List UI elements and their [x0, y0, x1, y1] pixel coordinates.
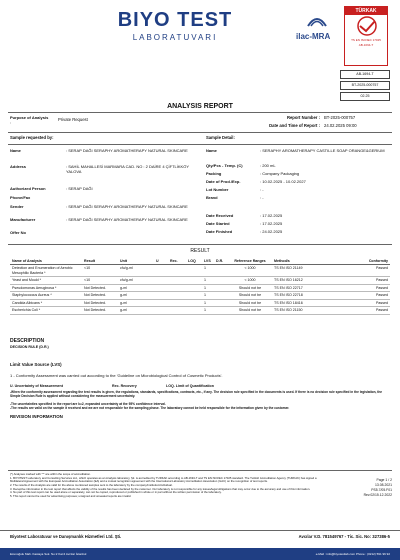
sample-detail-label: Sample Detail:	[206, 135, 235, 140]
note-decision: -When the conformity assessment regarding the test results is given, the regulations, standards, specifications, contracts, etc., if any. The decision rule specified in the documents is used. If there is no decision rule specified in the legislation, the Simple Decision Rule is applied without considering the measurement uncertainty.	[10, 390, 383, 398]
table-cell	[214, 277, 228, 284]
table-cell	[168, 277, 186, 284]
table-cell: Should not be	[228, 299, 272, 306]
footnote-1: 1. BIYOTEST Laboratory and Consulting Services Ltd., which operates as an Analysis laboratory, Şti. is accredited by TURKAK according to AB-1694-T and TS EN ISO/IEC 17025 standard. The Turkish Accreditation Agency (TURKAK) has signed a Multilateral Agreement with the European Accreditation Association (EA) and a mutual recognition agreement with the International Laboratory Accreditation Association (ILAC) on the recognition of test reports.	[10, 475, 317, 484]
month-code-box: 02.25	[340, 92, 390, 101]
info-row-prod-exp: Date of Prod./Exp. : 10.02.2025 - 10.02.2027	[206, 179, 306, 184]
table-cell: Passed	[332, 307, 390, 314]
table-cell: TS EN ISO 21150	[272, 307, 332, 314]
table-cell: Escherichia Coli *	[10, 307, 82, 314]
turkak-mark-icon	[345, 15, 389, 37]
table-row	[10, 265, 390, 277]
abbr-loq: LOQ. Limit of Quantification	[166, 384, 214, 388]
table-cell: g-ml	[118, 292, 154, 299]
table-cell	[154, 277, 168, 284]
table-cell	[186, 284, 202, 291]
table-cell: Passed	[332, 265, 390, 277]
address-bar	[0, 548, 400, 560]
info-row-packing: Packing : Company Packaging	[206, 171, 300, 176]
table-cell	[154, 265, 168, 277]
note-uncertainty: -The uncertainties specified in the report are k=2, expanded uncertainty at the 95% confidence interval.	[10, 402, 166, 406]
form-date: 13.08.2021	[375, 483, 392, 488]
table-cell: TS EN ISO 21149	[272, 265, 332, 277]
info-row-name: Name : SERAP DAĞI SERAPHY AROMATHERAPY NATURAL SKINCARE	[10, 148, 188, 153]
table-cell	[168, 265, 186, 277]
abbr-rec: Rec. Recovery	[112, 384, 137, 388]
divider	[8, 144, 392, 145]
purpose-label: Purpose of Analysis	[10, 115, 49, 120]
info-row-finished: Date Finished : 24.02.2025	[206, 229, 283, 234]
table-cell: Should not be	[228, 284, 272, 291]
col-unit: Unit	[118, 258, 154, 265]
table-cell: cfu/g-ml	[118, 277, 154, 284]
turkak-name: TÜRKAK	[345, 7, 387, 15]
col-method: Method/s	[272, 258, 332, 265]
info-row-manufacturer: Manufacturer : SERAP DAĞI SERAPHY AROMATHERAPY NATURAL SKINCARE	[10, 217, 188, 222]
page-info	[348, 478, 392, 498]
table-cell: <10	[82, 277, 118, 284]
table-cell	[154, 292, 168, 299]
info-row-offer: Offer No	[10, 230, 26, 235]
col-u: U	[154, 258, 168, 265]
revision-heading: REVISION INFORMATION	[10, 414, 63, 419]
page-indicator: Page 1 / 2	[376, 478, 392, 482]
table-cell	[154, 307, 168, 314]
table-cell: cfu/g-ml	[118, 265, 154, 277]
table-cell: TS EN ISO 22718	[272, 292, 332, 299]
footnote-4: 4. No part of this test report can be used alone or separately, can not be copied, reproduced or published in whole or in part without the written permission of the laboratory.	[10, 490, 222, 495]
table-cell	[168, 292, 186, 299]
table-cell	[168, 299, 186, 306]
report-date-label: Date and Time of Report :	[269, 123, 320, 128]
table-cell: TS EN ISO 18416	[272, 299, 332, 306]
col-lvs: LVS	[202, 258, 214, 265]
footnote-scope: (*) Analyses marked with "*" are within the scope of accreditation.	[10, 472, 91, 476]
table-cell	[154, 299, 168, 306]
report-title: ANALYSIS REPORT	[167, 103, 233, 110]
logo-subtitle: LABORATUVARI	[132, 33, 218, 42]
table-cell: Passed	[332, 292, 390, 299]
divider	[8, 244, 392, 245]
description-heading: DESCRIPTION	[10, 338, 45, 344]
company-tax: Avcılar V.D. 781549767 - Tic. Sic. No: 327386-5	[298, 534, 390, 539]
result-table-wrap	[10, 258, 390, 315]
sample-info	[206, 148, 392, 237]
divider	[8, 470, 392, 471]
table-cell: Passed	[332, 284, 390, 291]
result-header-row	[10, 258, 390, 265]
table-row	[10, 307, 390, 314]
table-row	[10, 299, 390, 306]
table-cell: Should not be	[228, 307, 272, 314]
company-name: Biyotest Laboratuvar ve Danışmanlık Hizmetleri Ltd. Şti.	[10, 534, 122, 539]
lvs-heading: Limit Value Source (LVS)	[10, 362, 62, 367]
table-cell: <10	[82, 265, 118, 277]
table-cell: 1	[202, 299, 214, 306]
table-cell	[214, 307, 228, 314]
logo-text: BIYO TEST	[117, 9, 233, 31]
result-heading: RESULT	[190, 248, 210, 254]
turkak-standard: TS EN ISO/IEC 17025	[351, 38, 381, 43]
report-code-box: BT-2025-000757	[340, 81, 390, 90]
turkak-code: AB-1694-T	[358, 43, 374, 47]
table-cell	[214, 265, 228, 277]
table-cell	[168, 284, 186, 291]
footnote-2: 2. The results of the Analysis are valid for the above mentioned samples sent to the laboratory by the company/institution/individual.	[10, 482, 173, 487]
table-cell: Detection and Enumeration of Aerobic Mesophilic Bacteria *	[10, 265, 82, 277]
col-name: Name of Analysis	[10, 258, 82, 265]
table-cell: 1	[202, 307, 214, 314]
divider	[8, 112, 392, 113]
info-row-brand: Brand : -	[206, 195, 264, 200]
table-cell: Not Detected.	[82, 299, 118, 306]
result-table	[10, 258, 390, 315]
col-rec: Rec.	[168, 258, 186, 265]
table-cell: Passed	[332, 277, 390, 284]
table-cell: g-ml	[118, 307, 154, 314]
form-rev: Rev.02/15.12.2022	[363, 493, 392, 498]
table-cell: TS EN ISO 16212	[272, 277, 332, 284]
table-cell: g-ml	[118, 299, 154, 306]
info-row-lot: Lot Number : -	[206, 187, 264, 192]
info-row-sample-name: Name : SERAPHY AROMATHERAPY CASTILLE SOAP ORANGE&GERIUM	[206, 148, 385, 153]
info-row-received: Date Received : 17.02.2025	[206, 213, 283, 218]
table-cell	[214, 292, 228, 299]
report-date-value: 24.02.2025 09:00	[324, 123, 357, 128]
report-number-label: Report Number :	[286, 115, 320, 120]
company-address: Ezenoğulu Mah. Kastaya Sok. No:2 Kat:4 Avcılar İstanbul	[10, 552, 87, 556]
ilac-mra-logo	[296, 12, 340, 50]
purpose-value: Private Request	[58, 117, 88, 122]
table-cell: Yeast and Mould *	[10, 277, 82, 284]
table-row	[10, 292, 390, 299]
table-cell	[154, 284, 168, 291]
table-cell	[214, 299, 228, 306]
table-cell	[214, 284, 228, 291]
table-cell: < 1000	[228, 277, 272, 284]
table-cell	[186, 292, 202, 299]
info-row-phone: Phone/Fax	[10, 195, 31, 200]
table-cell: 1	[202, 284, 214, 291]
turkak-seal	[344, 6, 388, 66]
table-cell: 1	[202, 265, 214, 277]
table-cell	[186, 265, 202, 277]
table-cell: Should not be	[228, 292, 272, 299]
table-cell: 1	[202, 277, 214, 284]
table-cell: < 1000	[228, 265, 272, 277]
note-validity: -The results are valid on the sample it received and we are not responsible for the sampling phase. The laboratory cannot be held responsible for the information given by the customer.	[10, 406, 290, 410]
info-row-qty: Qty/Pcs - Temp. (C) : 200 mL	[206, 163, 276, 168]
requester-info	[10, 148, 200, 239]
table-cell	[186, 299, 202, 306]
info-row-address: Address : SAHİL MAHALLESİ MARMARA CAD. NO : 2 DAİRE 4 ÇİFTLİKKÖY YALOVA	[10, 164, 189, 174]
report-number-value: BT-2025-000757	[324, 115, 356, 120]
table-cell: 1	[202, 292, 214, 299]
footnote-3: 3. Deceptive information in the test report that affects the validity of the results has been declared by the customer. Our laboratory is not responsible for any losses/legal obligations that may occur due to the accuracy and use of this information.	[10, 486, 311, 491]
table-cell	[168, 307, 186, 314]
table-cell: g-ml	[118, 284, 154, 291]
col-loq: LOQ	[186, 258, 202, 265]
table-cell: Staphylococcus Aureus *	[10, 292, 82, 299]
table-cell: Not Detected.	[82, 284, 118, 291]
form-code: PS5.7/05.F01	[371, 488, 392, 493]
col-conformity: Conformity	[332, 258, 390, 265]
table-cell: Candida Albicans *	[10, 299, 82, 306]
abbr-u: U. Uncertainty of Measurement	[10, 384, 63, 388]
table-cell: Not Detected.	[82, 307, 118, 314]
table-row	[10, 284, 390, 291]
col-ref: Reference Ranges	[228, 258, 272, 265]
ilac-globe-icon	[306, 12, 328, 32]
table-row	[10, 277, 390, 284]
footnote-5: 5. This report cannot be used for advertising purposes; unsigned and unsealed reports are invalid.	[10, 493, 132, 498]
company-footer	[0, 530, 400, 544]
table-cell	[186, 307, 202, 314]
table-cell: Passed	[332, 299, 390, 306]
table-cell: Not Detected.	[82, 292, 118, 299]
info-row-started: Date Started : 17.02.2025	[206, 221, 283, 226]
footnotes	[10, 473, 330, 498]
table-cell: TS EN ISO 22717	[272, 284, 332, 291]
lvs-text: 1 - Conformity Assessment was carried out according to the 'Guideline on Microbiological Control of Cosmetic Products'.	[10, 373, 223, 378]
accreditation-code-box: AB-1694-T	[340, 70, 390, 79]
info-row-authorized: Authorized Person : SERAP DAĞI	[10, 186, 93, 191]
info-row-sender: Sender : SERAP DAĞI SERAPHY AROMATHERAPY NATURAL SKINCARE	[10, 204, 188, 209]
col-dr: D.R.	[214, 258, 228, 265]
sample-requested-label: Sample requested by:	[10, 135, 54, 140]
col-result: Result	[82, 258, 118, 265]
company-contact: e-Mail : info@biyotestlab.com Phone : (0212) 591 96 92	[315, 552, 390, 556]
table-cell	[186, 277, 202, 284]
ilac-text: ilac-MRA	[296, 32, 331, 41]
decision-rule-heading: DECISION RULE (D.R.)	[10, 345, 49, 349]
divider	[8, 132, 392, 133]
table-cell: Pseudomonas Aeruginosa *	[10, 284, 82, 291]
biyotest-logo	[60, 8, 290, 48]
